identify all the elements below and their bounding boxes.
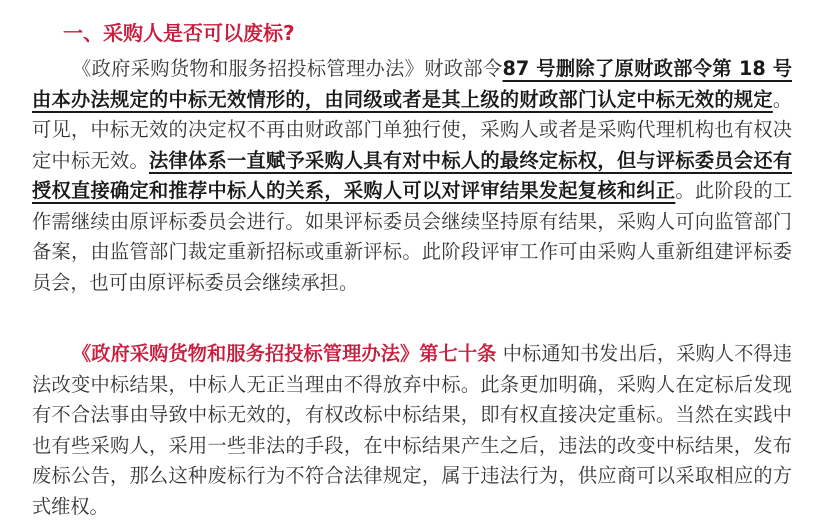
paragraph-1-text-2: 。此阶段的工作需继续由原评标委员会进行。如果评标委员会继续坚持原有结果，采购人可向监管部门备案，由监管部门裁定重新招标或重新评标。此阶段评审工作可由采购人重新组建评标委员会，也可由原评标委员会继续承担。 xyxy=(32,179,793,294)
underlined-emphasis-2: 法律体系一直赋予采购人具有对中标人的最终定标权，但与评标委员会还有授权直接确定和推荐中标人的关系，采购人可以对评审结果发起复核和纠正 xyxy=(32,148,793,202)
underlined-emphasis-1: 87 号删除了原财政部令第 18 号由本办法规定的中标无效情形的，由同级或者是其上级的财政部门认定中标无效的规定 xyxy=(32,57,792,111)
paragraph-1-text-1: 。可见，中标无效的决定权不再由财政部门单独行使，采购人或者是采购代理机构也有权决定中标无效。 xyxy=(32,87,792,172)
paragraph-1 xyxy=(32,54,792,298)
paragraph-1-intro: 《政府采购货物和服务招投标管理办法》财政部令 xyxy=(72,57,503,80)
law-article-reference: 《政府采购货物和服务招投标管理办法》第七十条 xyxy=(72,342,497,365)
section-heading: 一、采购人是否可以废标? xyxy=(63,21,295,45)
paragraph-2 xyxy=(32,339,792,522)
paragraph-2-text: 中标通知书发出后，采购人不得违法改变中标结果，中标人无正当理由不得放弃中标。此条更加明确，采购人在定标后发现有不合法事由导致中标无效的，有权改标中标结果，即有权直接决定重标。当然在实践中也有些采购人，采用一些非法的手段，在中标结果产生之后，违法的改变中标结果，发布废标公告，那么这种废标行为不符合法律规定，属于违法行为，供应商可以采取相应的方式维权。 xyxy=(32,342,792,518)
